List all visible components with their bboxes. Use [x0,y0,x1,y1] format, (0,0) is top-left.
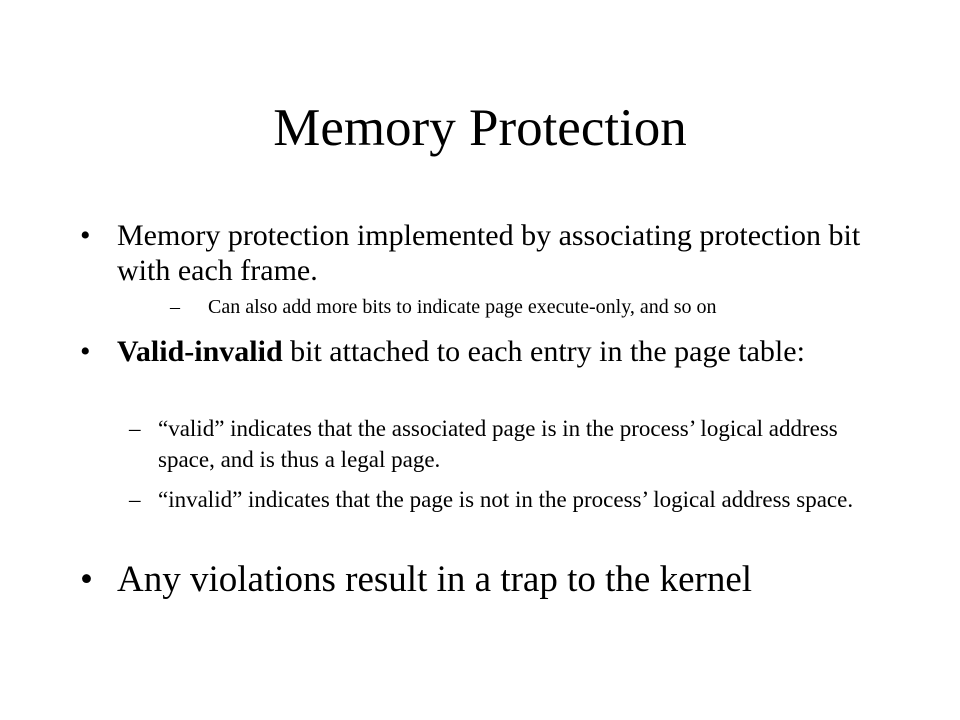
bullet-text: Memory protection implemented by associating protection bit with each frame. [117,219,861,287]
subbullet-execute-only [170,294,888,320]
subbullet-text: Can also add more bits to indicate page execute-only, and so on [208,296,717,318]
bullet-mark: • [80,559,93,600]
dash-mark: – [129,487,141,512]
bullet-text: bit attached to each entry in the page table: [282,335,805,368]
bold-term: Valid-invalid [117,335,283,368]
bullet-memory-protection [80,218,907,288]
bullet-violations [80,558,907,602]
subbullet-invalid [129,484,898,515]
subbullet-text: “invalid” indicates that the page is not in the process’ logical address space. [158,487,854,512]
bullet-mark: • [80,335,91,368]
slide-title: Memory Protection [273,99,687,157]
dash-mark: – [129,416,141,441]
dash-mark: – [170,296,180,318]
bullet-mark: • [80,219,91,252]
subbullet-valid [129,413,898,475]
subbullet-text: “valid” indicates that the associated page is in the process’ logical address space, and is thus a legal page. [158,416,838,472]
bullet-valid-invalid [80,334,907,369]
bullet-text: Any violations result in a trap to the kernel [117,559,753,600]
